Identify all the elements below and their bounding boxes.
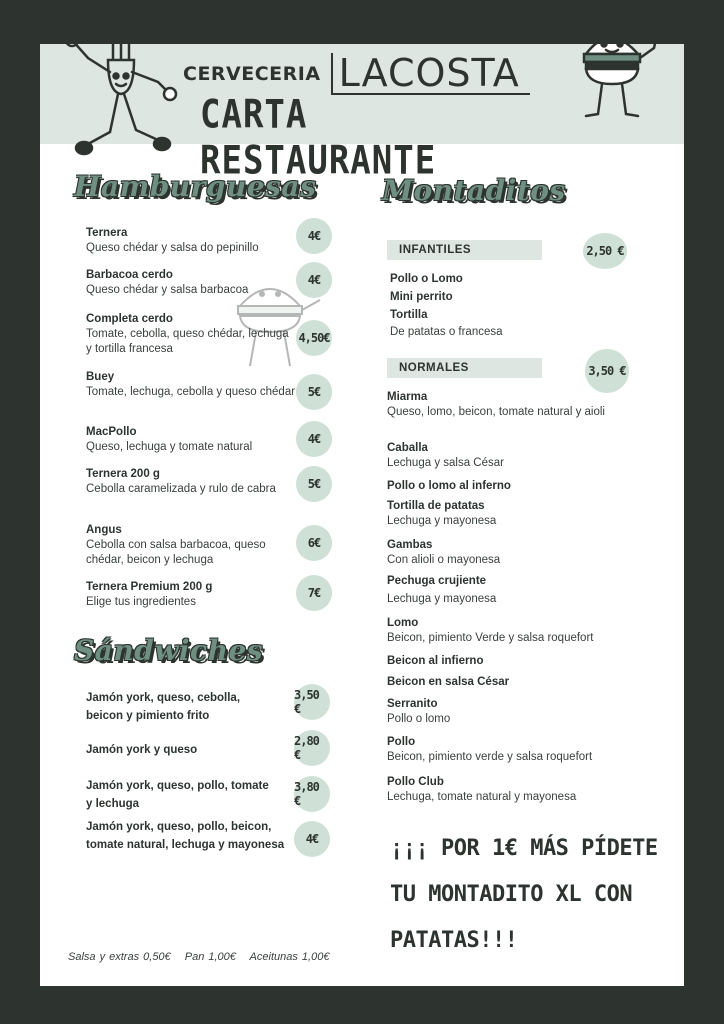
item-name: Caballa bbox=[387, 442, 428, 454]
montadito-item bbox=[387, 654, 637, 669]
item-desc: Elige tus ingredientes bbox=[86, 596, 196, 608]
promo-text bbox=[390, 826, 660, 964]
item-desc: Lechuga, tomate natural y mayonesa bbox=[387, 791, 577, 803]
montadito-item bbox=[387, 479, 637, 494]
price-badge: 5€ bbox=[296, 374, 332, 410]
price-badge: 4€ bbox=[296, 218, 332, 254]
item-name: Angus bbox=[86, 524, 122, 536]
item-desc: Cebolla con salsa barbacoa, queso chédar, beicon y lechuga bbox=[86, 539, 266, 566]
item-name: Pechuga crujiente bbox=[387, 575, 487, 587]
brand-prefix: CERVECERIA bbox=[183, 63, 321, 85]
promo-line: TU MONTADITO XL CON bbox=[390, 882, 633, 907]
item-name: Buey bbox=[86, 371, 115, 383]
extras-pan: Pan 1,00€ bbox=[184, 951, 236, 963]
item-desc: Lechuga y salsa César bbox=[387, 457, 504, 469]
brand-line bbox=[183, 52, 530, 96]
page-title: CARTA RESTAURANTE bbox=[200, 92, 437, 184]
sandwich-item: Jamón york, queso, cebolla, beicon y pimiento frito bbox=[86, 692, 241, 722]
item-desc: Cebolla caramelizada y rulo de cabra bbox=[86, 483, 276, 495]
montadito-item bbox=[387, 390, 637, 419]
section-title-hamburguesas: Hamburguesas bbox=[74, 170, 317, 203]
item-name: Pollo bbox=[387, 736, 416, 748]
item-name: Beicon al infierno bbox=[387, 655, 484, 667]
extras-footer bbox=[68, 951, 339, 963]
item-desc: Pollo o lomo bbox=[387, 713, 451, 725]
item-desc: Queso chédar y salsa do pepinillo bbox=[86, 242, 259, 254]
price-badge: 5€ bbox=[296, 466, 332, 502]
infantil-item: Tortilla bbox=[390, 309, 428, 321]
montadito-item bbox=[387, 675, 637, 690]
montadito-item bbox=[387, 697, 637, 726]
item-name: MacPollo bbox=[86, 426, 137, 438]
item-name: Pollo o lomo al inferno bbox=[387, 480, 511, 492]
category-normales: NORMALES bbox=[387, 358, 542, 378]
sandwich-item: Jamón york y queso bbox=[86, 744, 198, 756]
price-badge: 6€ bbox=[296, 525, 332, 561]
price-badge: 4€ bbox=[294, 821, 330, 857]
item-name: Ternera 200 g bbox=[86, 468, 160, 480]
montadito-item bbox=[387, 775, 637, 804]
menu-item bbox=[86, 370, 296, 400]
promo-line: PATATAS!!! bbox=[390, 928, 518, 953]
item-desc: Beicon, pimiento Verde y salsa roquefort bbox=[387, 632, 594, 644]
price-badge: 4€ bbox=[296, 421, 332, 457]
price-badge: 2,50 € bbox=[583, 233, 627, 269]
item-name: Serranito bbox=[387, 698, 438, 710]
item-desc: Queso, lomo, beicon, tomate natural y aioli bbox=[387, 406, 605, 418]
sandwich-item: Jamón york, queso, pollo, tomate y lechuga bbox=[86, 780, 269, 810]
menu-item bbox=[86, 467, 296, 497]
menu-item bbox=[86, 425, 296, 455]
menu-page bbox=[40, 44, 684, 986]
section-title-montaditos: Montaditos bbox=[382, 174, 566, 207]
brand-logo: LACOSTA bbox=[331, 53, 530, 95]
montadito-item bbox=[387, 616, 637, 645]
item-name: Pollo Club bbox=[387, 776, 444, 788]
infantil-item: Pollo o Lomo bbox=[390, 273, 463, 285]
montadito-item bbox=[387, 441, 637, 470]
item-desc: Tomate, lechuga, cebolla y queso chédar bbox=[86, 386, 296, 398]
menu-item bbox=[86, 226, 296, 256]
item-desc: Beicon, pimiento verde y salsa roquefort bbox=[387, 751, 593, 763]
montadito-item bbox=[387, 574, 637, 606]
infantil-note: De patatas o francesa bbox=[390, 326, 503, 338]
item-name: Gambas bbox=[387, 539, 433, 551]
item-name: Ternera bbox=[86, 227, 128, 239]
extras-aceitunas: Aceitunas 1,00€ bbox=[249, 951, 330, 963]
price-badge: 3,50 € bbox=[585, 349, 629, 393]
price-badge: 4,50€ bbox=[296, 320, 332, 356]
section-title-sandwiches: Sándwiches bbox=[74, 634, 264, 667]
item-name: Barbacoa cerdo bbox=[86, 269, 173, 281]
menu-item bbox=[86, 523, 296, 568]
item-name: Completa cerdo bbox=[86, 313, 173, 325]
fork-mascot-icon bbox=[58, 44, 178, 172]
item-desc: Lechuga y mayonesa bbox=[387, 515, 497, 527]
item-name: Tortilla de patatas bbox=[387, 500, 485, 512]
category-infantiles: INFANTILES bbox=[387, 240, 542, 260]
price-badge: 4€ bbox=[296, 262, 332, 298]
item-name: Lomo bbox=[387, 617, 419, 629]
montadito-item bbox=[387, 538, 637, 567]
price-badge: 3,50 € bbox=[294, 684, 330, 720]
burger-mascot-icon bbox=[566, 44, 676, 134]
item-desc: Queso chédar y salsa barbacoa bbox=[86, 284, 249, 296]
price-badge: 7€ bbox=[296, 575, 332, 611]
price-badge: 3,80 € bbox=[294, 776, 330, 812]
infantiles-list bbox=[390, 270, 640, 340]
sandwich-item: Jamón york, queso, pollo, beicon, tomate natural, lechuga y mayonesa bbox=[86, 821, 285, 851]
item-name: Ternera Premium 200 g bbox=[86, 581, 213, 593]
item-name: Beicon en salsa César bbox=[387, 676, 510, 688]
montadito-item bbox=[387, 735, 637, 764]
item-name: Miarma bbox=[387, 391, 428, 403]
extras-salsa: Salsa y extras 0,50€ bbox=[68, 951, 171, 963]
montadito-item bbox=[387, 499, 637, 528]
menu-item bbox=[86, 312, 296, 357]
menu-item bbox=[86, 580, 296, 610]
infantil-item: Mini perrito bbox=[390, 291, 453, 303]
price-badge: 2,80 € bbox=[294, 730, 330, 766]
item-desc: Lechuga y mayonesa bbox=[387, 593, 497, 605]
promo-line: ¡¡¡ POR 1€ MÁS PÍDETE bbox=[390, 836, 658, 861]
item-desc: Tomate, cebolla, queso chédar, lechuga y tortilla francesa bbox=[86, 328, 289, 355]
item-desc: Con alioli o mayonesa bbox=[387, 554, 501, 566]
item-desc: Queso, lechuga y tomate natural bbox=[86, 441, 253, 453]
